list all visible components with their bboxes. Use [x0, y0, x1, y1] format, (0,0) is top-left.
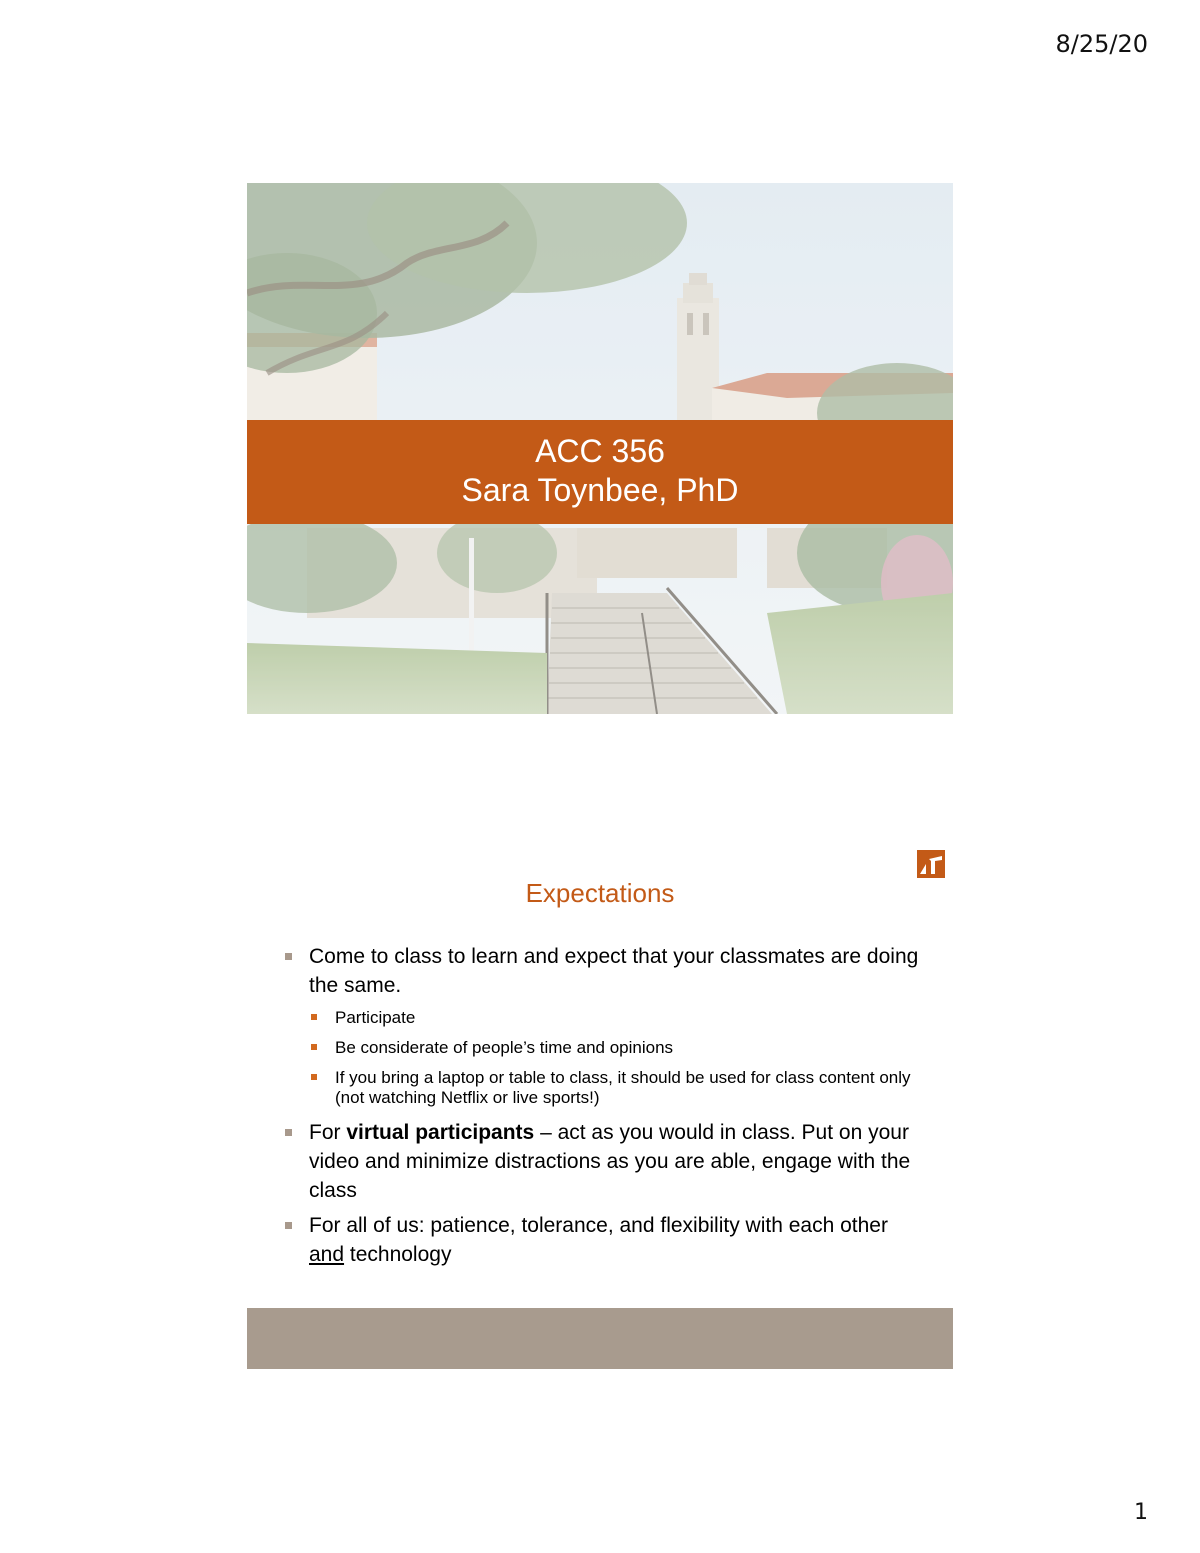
- page-number: 1: [1134, 1500, 1148, 1525]
- sub-bullet-text: Be considerate of people’s time and opinions: [335, 1038, 674, 1057]
- list-item: [283, 1118, 923, 1205]
- bullet-text: Come to class to learn and expect that your classmates are doing the same.: [309, 945, 919, 997]
- square-bullet-icon: [285, 1129, 292, 1136]
- bullet-text-underlined: and: [309, 1243, 345, 1266]
- square-bullet-icon: [285, 1222, 292, 1229]
- ut-mccombs-logo-icon: [917, 850, 945, 878]
- sub-bullet-text: Participate: [335, 1008, 416, 1027]
- bullet-text-bold: virtual participants: [346, 1121, 535, 1144]
- sub-list-item: [309, 1008, 923, 1028]
- footer-bar: [247, 1308, 953, 1369]
- square-bullet-icon: [311, 1014, 317, 1020]
- expectations-slide: [247, 838, 953, 1369]
- square-bullet-icon: [311, 1044, 317, 1050]
- square-bullet-icon: [311, 1074, 317, 1080]
- sub-list-item: [309, 1068, 923, 1108]
- bullet-text-suffix: – act as you would in class. Put on your video and minimize distractions as you are able, engage with the class: [309, 1121, 911, 1202]
- sub-list-item: [309, 1038, 923, 1058]
- instructor-name: Sara Toynbee, PhD: [461, 472, 739, 508]
- sub-bullet-text: If you bring a laptop or table to class, it should be used for class content only (not watching Netflix or live sports!): [335, 1068, 911, 1107]
- course-title: ACC 356: [535, 433, 665, 469]
- bullet-text-suffix: technology: [344, 1243, 452, 1266]
- square-bullet-icon: [285, 953, 292, 960]
- slide-title: Expectations: [525, 878, 675, 908]
- list-item: [283, 1211, 923, 1269]
- title-slide: [247, 183, 953, 714]
- list-item: [283, 942, 923, 1000]
- bullet-list: [283, 942, 923, 1275]
- title-band: [247, 420, 953, 524]
- bullet-text-prefix: For all of us: patience, tolerance, and flexibility with each other: [309, 1214, 888, 1237]
- page-date: 8/25/20: [1055, 30, 1148, 58]
- bullet-text-prefix: For: [309, 1121, 347, 1144]
